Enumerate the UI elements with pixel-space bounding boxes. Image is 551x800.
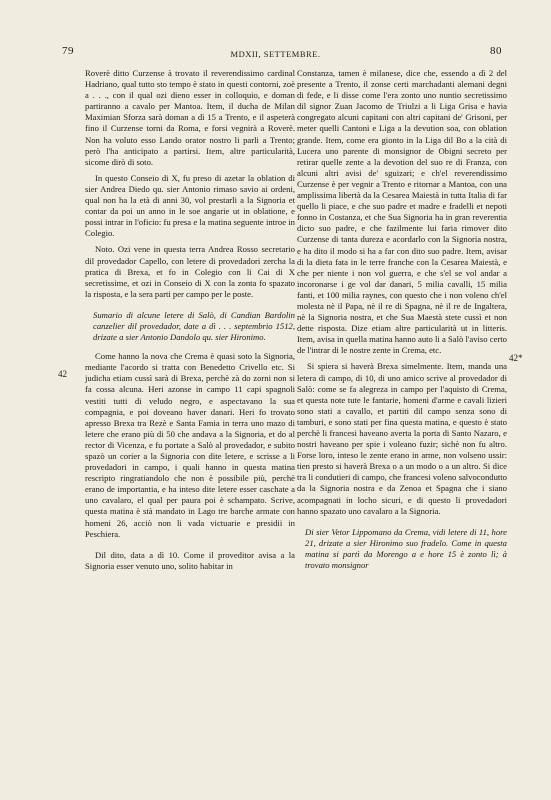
paragraph: Come hanno la nova che Crema è quasi soto la Signoria, mediante l'acordo si tratta con Benedetto Crivello etc. Si judicha etiam cussì sarà di Brexa, perchè zà do zorni non si fa cossa alcuna. Heri azonse in campo 11 capi spagnoli vestiti tutti di veludo negro, e aspectavano la sua compagnia, e poi doveano haver danari. Heri fo trovato apresso Brexa tra Rezè e Santa Famia in terra uno mazo di letere che erano più di 50 che andava a la Signoria, et do al rector di Vicenza, e fu portate a Salò al provedador, e subito spazò un corier a la Signoria con dite letere, e scrisse a li provedadori in campo, i quali hanno in questa matina rescripto ringratiandolo che non è possibile più, perchè erano de importantia, e ha inteso dite letere esser caschate a uno cavalaro, el qual per paura poi è schampato. Scrive, questa matina è stà mandato in Lago tre barche armate con homeni 26, acciò non li vada victuarie e presidii in Peschiera. <box>85 351 295 539</box>
left-column <box>85 68 295 572</box>
section-heading: Sumario di alcune letere di Salò, di Candian Bardolin canzelier dil provedador, date a dì . . . septembrio 1512, drizate a sier Antonio Dandolo qu. sier Hironimo. <box>93 309 295 343</box>
paragraph: Noto. Ozi vene in questa terra Andrea Rosso secretario dil provedador Capello, con letere di provedadori zercha la pratica di Brexa, et fo in Colegio con li Cai di X secretissime, et ozi in Conseio di X con la zonta fo spazato la risposta, e la sera parti per campo per le poste. <box>85 244 295 299</box>
section-heading: Di sier Vetor Lippomano da Crema, vidi letere di 11, hore 21, drizate a sier Hironimo suo fradelo. Come in questa matina si partì da Morengo a e hore 15 è zonto lì; à trovato monsignor <box>305 526 507 571</box>
paragraph: Constanza, tamen è milanese, dice che, essendo a dì 2 del presente a Trento, il zonse certi marchadanti alemani degni di fede, e li disse come l'era zonto uno nuntio secretissimo dil signor Zuan Jacomo de Triulzi a li Liga Grisa e havia congregato alcuni capitani con altri capitani de' Grisoni, per meter quelli Cantoni e Liga a la devution soa, con oblation grande. Item, come era gionto in la Liga dil Bo a la cità di Lucera uno parente di monsignor de Obigni secreto per retirar quelle zente a la devotion del suo re di Franza, con alcuni altri avisi de' sguizari; e ch'el reverendissimo Curzense è per vegnir a Trento e ritornar a Mantoa, con una amplissima libertà da la Cesarea Maiestà in tutta Italia di far quello li piace, e che suo padre et madre e fradelli et nepoti fonno in Costanza, et che Sua Signoria ha in gran reverentia dicto suo padre, e che fazilmente lui faria rimover dito Curzense di tanta dureza e acordarlo con la Signoria nostra, e ha dito il modo si ha a far con dito suo padre. Item, avisar di la dieta fata in le terre franche con la Cesarea Maiestà, e che per niente i non vol guerra, e che s'el se vol andar a incoronarse i ge vol dar danari, 5 milia cavalli, 15 milia fanti, et 100 milia raynes, con questo che i non voleno ch'el molesta nè il Papa, nè il re di Spagna, nè il re de Ingaltera, nè la Signoria nostra, et che Sua Maestà stete cussì et non dette risposta. Dize etiam altre particularità ut in litteris. Item, avisa in quella matina hanno auto li a Salò l'aviso certo de l'intrar di le nostre zente in Crema, etc. <box>297 68 507 356</box>
margin-note-left: 42 <box>58 369 67 379</box>
paragraph: Roverè ditto Curzense à trovato il reverendissimo cardinal Hadriano, qual tutto sto tempo è stato in questi contorni, zoè a . . ., con il qual ozi dieno esser in colloquio, e doman partiranno a cavalo per Mantoa. Item, il ducha de Milan Maximian Sforza sarà doman a dì 15 a Trento, e il aspeterà fino il Curzense torni da Roma, e forsi vegnirà a Roverè. Non ha voluto esso Lando orator nostro li parli a Trento; però l'ha anticipato a partirsi. Item, altre particularità, sicome dirò di soto. <box>85 68 295 167</box>
paragraph: Si spiera si haverà Brexa simelmente. Item, manda una letera di campo, di 10, di uno amico scrive al provedador di Salò: come se fa alegreza in campo per l'aquisto di Crema, et questa note tute le fantarie, homeni d'arme e cavali lizieri sono stati a cavallo, et partiti dil campo senza sono di tamburi, e sono stati per fina questa matina, e questo è stato perchè li francesi haveano averta la porta di Santo Nazaro, e nostri haveano per spie i voleano fuzir; sichè non fu altro. Forse loro, inteso le zente erano in arme, non volseno ussir: tien presto si haverà Brexa o a un modo o a un altro. Si dice tra li condutieri di campo, che francesi voleno salvocondutto da la Signoria nostra e da Zenoa et Spagna che i siano acompagnati in locho sicuri, e di questo li provedadori hanno spazato uno cavalaro a la Signoria. <box>297 361 507 516</box>
page-number-right: 80 <box>490 45 502 57</box>
running-title: MDXII, SETTEMBRE. <box>230 49 321 59</box>
margin-note-right: 42* <box>509 353 523 363</box>
right-column <box>297 68 507 579</box>
page-number-left: 79 <box>62 45 74 57</box>
paragraph: Dil dito, data a dì 10. Come il proveditor avisa a la Signoria esser venuto uno, solito habitar in <box>85 549 295 571</box>
paragraph: In questo Conseio di X, fu preso di azetar la oblation di sier Andrea Diedo qu. sier Antonio rimaso savio ai ordeni, qual non ha la età di anni 30, vol prestarli a la Signoria et contar da poi un anno in le soe angarie ut in oblatione, e possi intrar in l'oficio: fu presa e la matina seguente introe in Colegio. <box>85 172 295 239</box>
